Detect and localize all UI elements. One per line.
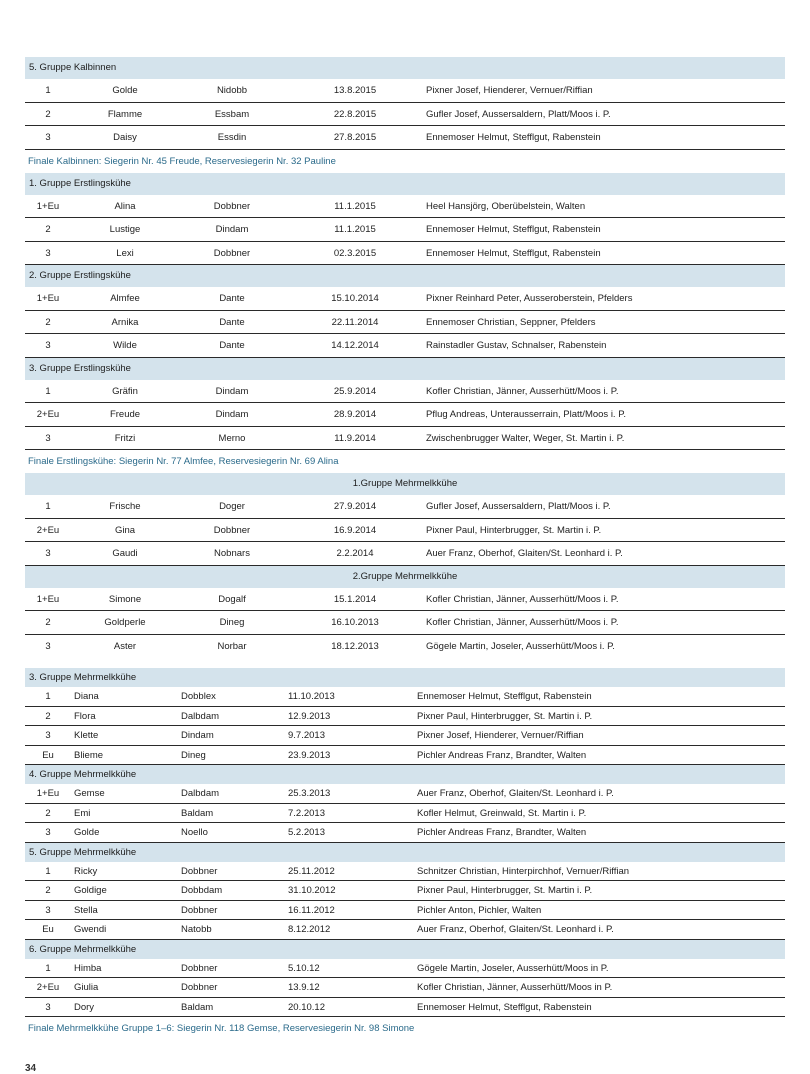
date-cell: 16.11.2012 [288, 904, 335, 916]
rank-cell: 1 [45, 385, 51, 397]
date-cell: 14.12.2014 [331, 340, 379, 351]
table-row [25, 901, 785, 921]
rank-cell: 2 [45, 316, 51, 328]
owner-cell: Pixner Paul, Hinterbrugger, St. Martin i. P. [417, 710, 593, 722]
name-cell: Goldige [74, 885, 107, 896]
rank-cell: 1 [45, 691, 51, 702]
rank-cell: 3 [45, 432, 51, 444]
table-row [25, 218, 785, 242]
name-cell: Gwendi [74, 924, 107, 935]
rank-cell: 2+Eu [36, 409, 60, 420]
table-row [25, 881, 785, 901]
top-results-section [25, 57, 785, 658]
date-cell: 11.1.2015 [334, 224, 376, 235]
name-cell: Gaudi [112, 548, 138, 559]
table-row [25, 635, 785, 659]
date-cell: 13.9.12 [288, 982, 320, 993]
date-cell: 22.11.2014 [331, 316, 379, 328]
owner-cell: Pixner Josef, Hienderer, Vernuer/Riffian [426, 85, 593, 96]
name-cell: Freude [109, 409, 141, 420]
name-cell: Klette [74, 730, 99, 741]
rank-cell: 2+Eu [36, 524, 60, 536]
rank-cell: 3 [45, 548, 51, 559]
table-row [25, 588, 785, 612]
sire-cell: Dante [219, 340, 245, 351]
date-cell: 15.10.2014 [331, 293, 379, 304]
sire-cell: Natobb [181, 924, 212, 935]
owner-cell: Pichler Anton, Pichler, Walten [417, 904, 542, 916]
sire-cell: Dindam [215, 385, 249, 397]
table-row [25, 726, 785, 746]
sire-cell: Dobbner [181, 962, 218, 974]
name-cell: Aster [113, 640, 137, 652]
owner-cell: Pichler Andreas Franz, Brandter, Walten [417, 827, 587, 838]
date-cell: 27.8.2015 [333, 132, 377, 143]
group-header: 6. Gruppe Mehrmelkkühe [25, 940, 785, 959]
date-cell: 18.12.2013 [331, 640, 379, 652]
name-cell: Dory [74, 1001, 95, 1013]
sire-cell: Dogalf [218, 593, 246, 605]
table-row [25, 978, 785, 998]
sire-cell: Dante [219, 316, 245, 328]
owner-cell: Auer Franz, Oberhof, Glaiten/St. Leonhard i. P. [417, 788, 614, 799]
rank-cell: 3 [45, 340, 51, 351]
table-row [25, 403, 785, 427]
sire-cell: Baldam [181, 807, 214, 819]
date-cell: 28.9.2014 [333, 409, 377, 420]
sire-cell: Dobbner [213, 247, 251, 259]
group-header: 5. Gruppe Kalbinnen [25, 57, 785, 79]
group-header: 3. Gruppe Erstlingskühe [25, 358, 785, 380]
sire-cell: Dindam [215, 224, 249, 235]
sire-cell: Dobbner [213, 524, 251, 536]
owner-cell: Ennemoser Helmut, Stefflgut, Rabenstein [417, 1001, 592, 1013]
owner-cell: Ennemoser Christian, Seppner, Pfelders [426, 316, 596, 328]
owner-cell: Gögele Martin, Joseler, Ausserhütt/Moos in P. [417, 962, 609, 974]
date-cell: 5.10.12 [288, 962, 320, 974]
table-row [25, 746, 785, 766]
date-cell: 23.9.2013 [288, 749, 331, 761]
owner-cell: Pichler Andreas Franz, Brandter, Walten [417, 749, 587, 761]
date-cell: 16.10.2013 [331, 617, 379, 628]
sire-cell: Baldam [181, 1001, 214, 1013]
table-row [25, 126, 785, 150]
sire-cell: Nidobb [216, 85, 248, 96]
table-row [25, 920, 785, 940]
rank-cell: 1 [45, 85, 51, 96]
rank-cell: Eu [42, 924, 54, 935]
rank-cell: 3 [45, 904, 51, 916]
name-cell: Ricky [74, 865, 98, 877]
sire-cell: Dindam [215, 409, 249, 420]
owner-cell: Gögele Martin, Joseler, Ausserhütt/Moos i. P. [426, 640, 615, 652]
table-row [25, 334, 785, 358]
table-row [25, 103, 785, 127]
owner-cell: Ennemoser Helmut, Stefflgut, Rabenstein [426, 132, 601, 143]
owner-cell: Schnitzer Christian, Hinterpirchhof, Vernuer/Riffian [417, 865, 630, 877]
table-row [25, 862, 785, 882]
sire-cell: Dineg [219, 617, 245, 628]
name-cell: Gina [114, 524, 136, 536]
date-cell: 22.8.2015 [333, 108, 377, 120]
sire-cell: Norbar [217, 640, 247, 652]
sire-cell: Dobbner [181, 904, 218, 916]
owner-cell: Ennemoser Helmut, Stefflgut, Rabenstein [426, 247, 601, 259]
rank-cell: 1+Eu [36, 788, 60, 799]
group-header: 5. Gruppe Mehrmelkkühe [25, 843, 785, 862]
owner-cell: Pixner Paul, Hinterbrugger, St. Martin i. P. [426, 524, 602, 536]
rank-cell: 3 [45, 1001, 51, 1013]
sire-cell: Essbam [214, 108, 250, 120]
owner-cell: Rainstadler Gustav, Schnalser, Rabenstein [426, 340, 607, 351]
name-cell: Emi [74, 807, 91, 819]
date-cell: 2.2.2014 [336, 548, 374, 559]
name-cell: Gemse [74, 788, 105, 799]
owner-cell: Zwischenbrugger Walter, Weger, St. Martin i. P. [426, 432, 625, 444]
date-cell: 15.1.2014 [333, 593, 377, 605]
date-cell: 02.3.2015 [333, 247, 377, 259]
sire-cell: Dobbner [181, 865, 218, 877]
date-cell: 25.11.2012 [288, 865, 335, 877]
table-row [25, 79, 785, 103]
name-cell: Himba [74, 962, 102, 974]
section-spacer [25, 658, 785, 668]
date-cell: 31.10.2012 [288, 885, 336, 896]
owner-cell: Auer Franz, Oberhof, Glaiten/St. Leonhard i. P. [417, 924, 614, 935]
sire-cell: Doger [219, 501, 245, 512]
table-row [25, 287, 785, 311]
results-document [25, 57, 785, 1040]
name-cell: Alina [114, 200, 136, 212]
table-row [25, 242, 785, 266]
table-row [25, 823, 785, 843]
owner-cell: Heel Hansjörg, Oberübelstein, Walten [426, 200, 586, 212]
table-row [25, 707, 785, 727]
group-header: 2. Gruppe Erstlingskühe [25, 265, 785, 287]
name-cell: Fritzi [114, 432, 136, 444]
date-cell: 16.9.2014 [333, 524, 377, 536]
rank-cell: 2 [45, 108, 51, 120]
name-cell: Diana [74, 691, 99, 702]
table-row [25, 427, 785, 451]
sire-cell: Dobbner [213, 200, 251, 212]
owner-cell: Kofler Christian, Jänner, Ausserhütt/Moos i. P. [426, 385, 619, 397]
rank-cell: 1 [45, 501, 51, 512]
date-cell: 9.7.2013 [288, 730, 325, 741]
rank-cell: 2+Eu [36, 982, 60, 993]
owner-cell: Pixner Josef, Hienderer, Vernuer/Riffian [417, 730, 584, 741]
rank-cell: 3 [45, 640, 51, 652]
table-row [25, 998, 785, 1018]
sire-cell: Dobbdam [181, 885, 223, 896]
final-result-note: Finale Mehrmelkkühe Gruppe 1–6: Siegerin Nr. 118 Gemse, Reservesiegerin Nr. 98 Simone [28, 1023, 415, 1034]
group-header: 4. Gruppe Mehrmelkkühe [25, 765, 785, 784]
group-header: 1.Gruppe Mehrmelkkühe [25, 473, 785, 495]
table-row [25, 687, 785, 707]
name-cell: Wilde [113, 340, 137, 351]
rank-cell: 2 [45, 224, 51, 235]
date-cell: 20.10.12 [288, 1001, 325, 1013]
date-cell: 11.9.2014 [334, 432, 376, 444]
name-cell: Daisy [113, 132, 137, 143]
name-cell: Simone [108, 593, 142, 605]
owner-cell: Pixner Reinhard Peter, Ausseroberstein, Pfelders [426, 293, 633, 304]
rank-cell: 3 [45, 132, 51, 143]
sire-cell: Dante [219, 293, 245, 304]
name-cell: Giulia [74, 982, 99, 993]
owner-cell: Kofler Christian, Jänner, Ausserhütt/Moos i. P. [426, 617, 619, 628]
rank-cell: 2 [45, 710, 51, 722]
sire-cell: Dalbdam [181, 788, 220, 799]
table-row [25, 784, 785, 804]
owner-cell: Gufler Josef, Aussersaldern, Platt/Moos i. P. [426, 501, 611, 512]
name-cell: Almfee [110, 293, 140, 304]
date-cell: 5.2.2013 [288, 827, 325, 838]
rank-cell: 3 [45, 827, 51, 838]
rank-cell: 1+Eu [36, 593, 60, 605]
group-header: 2.Gruppe Mehrmelkkühe [25, 566, 785, 588]
name-cell: Flora [74, 710, 96, 722]
name-cell: Golde [112, 85, 138, 96]
rank-cell: 1 [45, 962, 51, 974]
sire-cell: Dineg [181, 749, 206, 761]
name-cell: Blieme [74, 749, 104, 761]
rank-cell: 1+Eu [36, 293, 60, 304]
sire-cell: Nobnars [214, 548, 250, 559]
table-row [25, 195, 785, 219]
group-header: 3. Gruppe Mehrmelkkühe [25, 668, 785, 687]
rank-cell: 2 [45, 807, 51, 819]
rank-cell: 2 [45, 617, 51, 628]
name-cell: Lustige [109, 224, 141, 235]
rank-cell: 3 [45, 730, 51, 741]
owner-cell: Auer Franz, Oberhof, Glaiten/St. Leonhard i. P. [426, 548, 623, 559]
rank-cell: 1 [45, 865, 51, 877]
table-row [25, 804, 785, 824]
page-number: 34 [25, 1063, 37, 1074]
date-cell: 8.12.2012 [288, 924, 331, 935]
name-cell: Flamme [107, 108, 143, 120]
table-row [25, 611, 785, 635]
sire-cell: Dalbdam [181, 710, 220, 722]
rank-cell: 3 [45, 247, 51, 259]
final-result-note: Finale Kalbinnen: Siegerin Nr. 45 Freude, Reservesiegerin Nr. 32 Pauline [28, 155, 336, 167]
owner-cell: Kofler Helmut, Greinwald, St. Martin i. P. [417, 807, 587, 819]
name-cell: Lexi [116, 247, 134, 259]
date-cell: 11.10.2013 [288, 691, 335, 702]
date-cell: 12.9.2013 [288, 710, 331, 722]
table-row [25, 380, 785, 404]
table-row [25, 959, 785, 979]
name-cell: Golde [74, 827, 100, 838]
owner-cell: Ennemoser Helmut, Stefflgut, Rabenstein [426, 224, 601, 235]
date-cell: 7.2.2013 [288, 807, 325, 819]
table-row [25, 311, 785, 335]
group-header: 1. Gruppe Erstlingskühe [25, 173, 785, 195]
date-cell: 25.9.2014 [333, 385, 377, 397]
rank-cell: Eu [42, 749, 54, 761]
owner-cell: Kofler Christian, Jänner, Ausserhütt/Moos in P. [417, 982, 613, 993]
final-result-note: Finale Erstlingskühe: Siegerin Nr. 77 Almfee, Reservesiegerin Nr. 69 Alina [28, 456, 339, 467]
owner-cell: Pflug Andreas, Unterausserrain, Platt/Moos i. P. [426, 409, 626, 420]
date-cell: 25.3.2013 [288, 788, 331, 799]
owner-cell: Ennemoser Helmut, Stefflgut, Rabenstein [417, 691, 592, 702]
sire-cell: Dobbner [181, 982, 218, 993]
sire-cell: Dobblex [181, 691, 216, 702]
name-cell: Arnika [111, 316, 139, 328]
bottom-results-section [25, 668, 785, 1040]
date-cell: 27.9.2014 [333, 501, 377, 512]
owner-cell: Pixner Paul, Hinterbrugger, St. Martin i. P. [417, 885, 593, 896]
owner-cell: Gufler Josef, Aussersaldern, Platt/Moos i. P. [426, 108, 611, 120]
date-cell: 11.1.2015 [334, 200, 376, 212]
date-cell: 13.8.2015 [333, 85, 377, 96]
name-cell: Frische [109, 501, 141, 512]
owner-cell: Kofler Christian, Jänner, Ausserhütt/Moos i. P. [426, 593, 619, 605]
sire-cell: Noello [181, 827, 208, 838]
sire-cell: Essdin [217, 132, 247, 143]
table-row [25, 495, 785, 519]
table-row [25, 542, 785, 566]
rank-cell: 1+Eu [36, 200, 60, 212]
name-cell: Gräfin [112, 385, 138, 397]
sire-cell: Merno [218, 432, 246, 444]
sire-cell: Dindam [181, 730, 214, 741]
name-cell: Stella [74, 904, 98, 916]
rank-cell: 2 [45, 885, 51, 896]
table-row [25, 519, 785, 543]
name-cell: Goldperle [104, 617, 146, 628]
